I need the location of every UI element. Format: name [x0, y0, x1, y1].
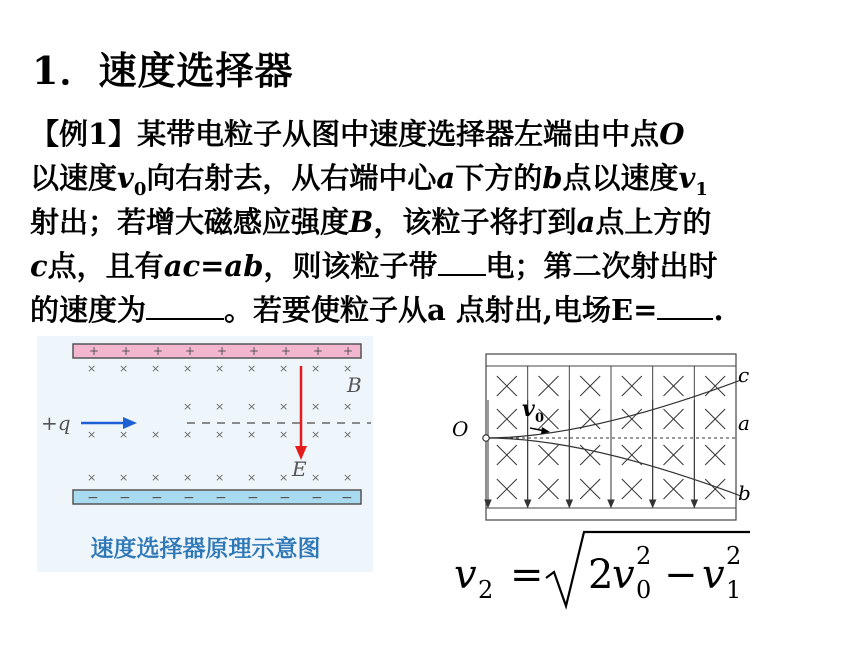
text: 向右射去，从右端中心	[146, 161, 437, 195]
section-title-text: 速度选择器	[98, 48, 294, 93]
v1-subscript: 1	[726, 576, 742, 604]
field-x-mark: ×	[279, 362, 289, 375]
point-c-label: c	[738, 363, 750, 387]
field-x-mark: ×	[151, 362, 161, 375]
svg-text:+: +	[249, 344, 260, 358]
v0-symbol: v	[117, 161, 134, 195]
text: 。若要使粒子从	[224, 293, 428, 327]
field-x-mark: ×	[343, 428, 353, 441]
field-x-mark: ×	[119, 362, 129, 375]
text: 点上方的	[595, 205, 712, 239]
top-plate-signs	[89, 344, 353, 358]
text: 点以速度	[562, 161, 679, 195]
point-a-label: a	[576, 205, 596, 239]
v0-symbol: v	[612, 552, 635, 598]
field-x-mark: ×	[215, 362, 225, 375]
svg-text:+: +	[121, 344, 132, 358]
b-field-symbol: B	[349, 205, 374, 239]
coefficient: 2	[588, 552, 614, 598]
text: 以速度	[30, 161, 118, 195]
point-a-label: a	[436, 161, 456, 195]
field-x-mark: ×	[247, 400, 257, 413]
text-line-1	[30, 114, 830, 158]
v2-subscript: 2	[478, 576, 494, 604]
svg-text:−: −	[87, 490, 99, 506]
field-x-mark: ×	[311, 362, 321, 375]
field-x-mark: ×	[247, 471, 257, 484]
trajectory-figure	[446, 352, 766, 524]
point-a-label: a	[427, 293, 446, 327]
e-field-label: E	[292, 457, 307, 481]
field-x-mark: ×	[311, 471, 321, 484]
v1-symbol: v	[678, 161, 696, 195]
text: 射出；若增大磁感应强度	[30, 205, 350, 239]
field-x-mark: ×	[87, 362, 97, 375]
answer-blank-field	[657, 294, 713, 320]
answer-blank-charge	[438, 250, 486, 276]
text: .	[713, 293, 724, 327]
v0-label: v	[522, 396, 535, 422]
field-arrowhead	[691, 500, 697, 507]
field-arrowhead	[650, 500, 656, 507]
answer-blank-speed	[146, 294, 224, 320]
field-x-mark: ×	[311, 400, 321, 413]
text-line-2	[30, 158, 830, 202]
svg-text:+: +	[343, 344, 354, 358]
svg-text:+: +	[281, 344, 292, 358]
text: ，该粒子将打到	[373, 205, 577, 239]
text-line-5	[30, 290, 830, 334]
field-x-mark: ×	[151, 428, 161, 441]
v0-subscript: 0	[133, 178, 147, 200]
field-x-mark: ×	[215, 428, 225, 441]
svg-text:+: +	[89, 344, 100, 358]
bottom-plate-signs	[87, 490, 353, 506]
field-x-mark: ×	[343, 471, 353, 484]
minus-sign: −	[664, 552, 698, 598]
text: ，则该粒子带	[263, 249, 438, 283]
text: 【例1】某带电粒子从图中速度选择器左端由中点	[30, 117, 660, 151]
field-x-mark: ×	[183, 400, 193, 413]
field-arrowhead	[566, 500, 572, 507]
e-field-expression: E=	[611, 293, 658, 327]
field-x-mark: ×	[279, 471, 289, 484]
svg-text:−: −	[151, 490, 163, 506]
velocity-arrowhead	[123, 417, 137, 429]
field-x-mark: ×	[183, 428, 193, 441]
formula-svg	[446, 530, 776, 610]
field-x-mark: ×	[279, 400, 289, 413]
section-title	[32, 40, 293, 95]
trajectory-to-b	[486, 438, 741, 496]
point-o-label: O	[659, 117, 685, 151]
field-x-mark: ×	[151, 471, 161, 484]
v2-symbol: v	[454, 552, 477, 598]
ac-ab-expression: ac=ab	[163, 249, 264, 283]
field-x-mark: ×	[343, 362, 353, 375]
v1-subscript: 1	[695, 178, 708, 200]
text-line-3	[30, 202, 830, 246]
speed-formula	[446, 530, 776, 610]
field-x-mark: ×	[119, 428, 129, 441]
field-x-mark: ×	[215, 400, 225, 413]
svg-text:+: +	[313, 344, 324, 358]
field-x-mark: ×	[87, 428, 97, 441]
svg-text:+: +	[185, 344, 196, 358]
field-arrowhead	[608, 500, 614, 507]
v0-exponent: 2	[636, 542, 652, 570]
text: 点，且有	[47, 249, 164, 283]
svg-text:−: −	[183, 490, 195, 506]
field-x-mark: ×	[87, 471, 97, 484]
text: 下方的	[455, 161, 543, 195]
trajectory-diagram	[446, 352, 766, 524]
v1-symbol: v	[702, 552, 725, 598]
point-b-label: b	[542, 161, 563, 195]
text: 电；第二次射出时	[485, 249, 718, 283]
svg-text:+: +	[217, 344, 228, 358]
text-line-4	[30, 246, 830, 290]
v0-subscript: 0	[535, 411, 545, 426]
field-x-mark: ×	[247, 428, 257, 441]
point-c-label: c	[30, 249, 48, 283]
entry-point	[483, 435, 489, 441]
svg-text:+: +	[153, 344, 164, 358]
equals-sign: =	[510, 552, 544, 598]
point-a-label: a	[738, 411, 750, 435]
text: 点射出,电场	[445, 293, 612, 327]
point-o-label: O	[452, 417, 469, 441]
field-x-mark: ×	[119, 471, 129, 484]
point-b-label: b	[738, 481, 751, 505]
charge-label: +q	[41, 411, 71, 435]
svg-text:−: −	[215, 490, 227, 506]
field-x-mark: ×	[183, 471, 193, 484]
b-field-label: B	[347, 373, 362, 397]
svg-text:−: −	[119, 490, 131, 506]
field-x-mark: ×	[247, 362, 257, 375]
example-paragraph	[30, 114, 830, 334]
field-x-mark: ×	[311, 428, 321, 441]
svg-text:−: −	[247, 490, 259, 506]
figure-caption: 速度选择器原理示意图	[90, 536, 321, 562]
field-x-mark: ×	[183, 362, 193, 375]
section-number: 1．	[32, 48, 99, 93]
svg-text:−: −	[341, 490, 353, 506]
v1-exponent: 2	[726, 542, 742, 570]
v0-subscript: 0	[636, 576, 652, 604]
field-x-mark: ×	[215, 471, 225, 484]
text: 的速度为	[30, 293, 147, 327]
svg-text:−: −	[279, 490, 291, 506]
field-x-mark: ×	[343, 400, 353, 413]
field-x-mark: ×	[279, 428, 289, 441]
svg-text:−: −	[311, 490, 323, 506]
field-arrowhead	[525, 500, 531, 507]
